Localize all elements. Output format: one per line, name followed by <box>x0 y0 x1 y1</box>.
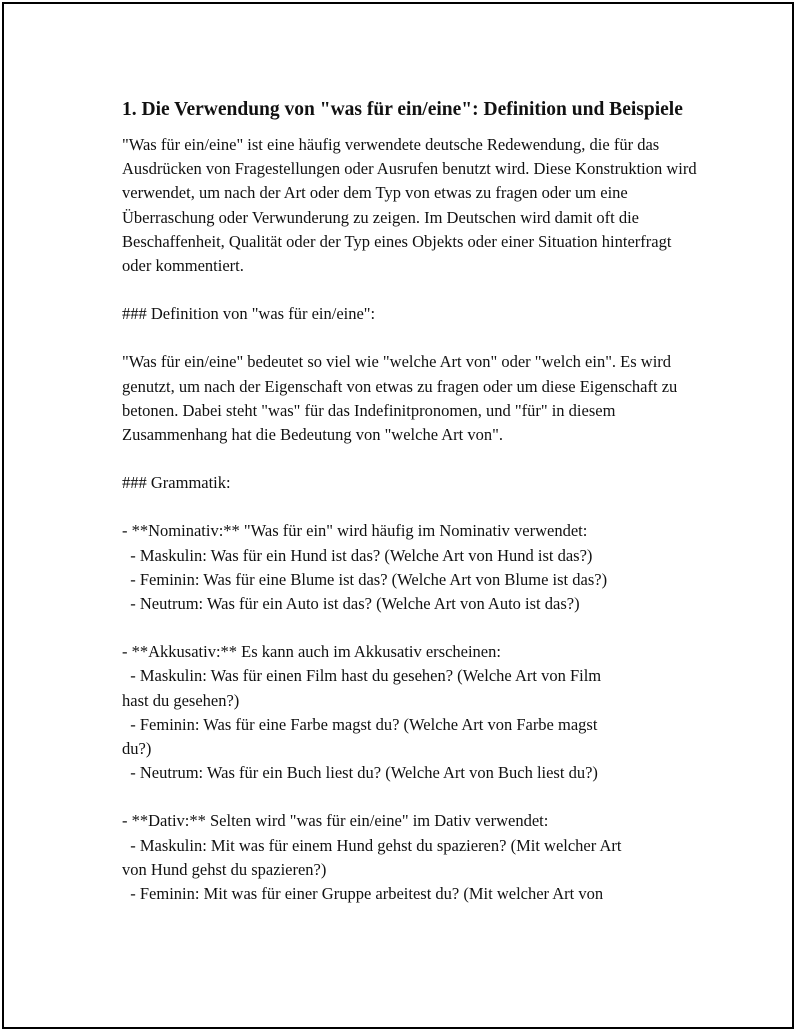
definition-paragraph: "Was für ein/eine" bedeutet so viel wie "welche Art von" oder "welch ein". Es wird genutzt, um nach der Eigenschaft von etwas zu fragen oder um diese Eigenschaft zu betonen. Dabei steht "was" für das Indefinitpronomen, und "für" in diesem Zusammenhang hat die Bedeutung von "welche Art von". <box>122 352 678 445</box>
dativ-lead: - **Dativ:** Selten wird "was für ein/eine" im Dativ verwendet: <box>122 811 549 831</box>
grammar-heading: ### Grammatik: <box>122 473 231 493</box>
dativ-section <box>122 809 702 906</box>
nominativ-lead: - **Nominativ:** "Was für ein" wird häufig im Nominativ verwendet: <box>122 521 588 541</box>
dativ-maskulin-line-1: - Maskulin: Mit was für einem Hund gehst du spazieren? (Mit welcher Art <box>122 835 622 855</box>
nominativ-feminin: - Feminin: Was für eine Blume ist das? (Welche Art von Blume ist das?) <box>122 569 608 589</box>
document-content <box>122 96 702 930</box>
akkusativ-lead: - **Akkusativ:** Es kann auch im Akkusativ erscheinen: <box>122 642 501 662</box>
document-title: 1. Die Verwendung von "was für ein/eine": Definition und Beispiele <box>122 99 683 120</box>
akkusativ-section <box>122 640 702 785</box>
intro-paragraph: "Was für ein/eine" ist eine häufig verwendete deutsche Redewendung, die für das Ausdrücken von Fragestellungen oder Ausrufen benutzt wird. Diese Konstruktion wird verwendet, um nach der Art oder dem Typ von etwas zu fragen oder um eine Überraschung oder Verwunderung zu zeigen. Im Deutschen wird damit oft die Beschaffenheit, Qualität oder der Typ eines Objekts oder einer Situation hinterfragt oder kommentiert. <box>122 135 697 276</box>
nominativ-maskulin: - Maskulin: Was für ein Hund ist das? (Welche Art von Hund ist das?) <box>122 545 593 565</box>
definition-heading: ### Definition von "was für ein/eine": <box>122 304 376 324</box>
akkusativ-maskulin-line-2: hast du gesehen?) <box>122 690 240 710</box>
akkusativ-neutrum: - Neutrum: Was für ein Buch liest du? (Welche Art von Buch liest du?) <box>122 763 598 783</box>
akkusativ-maskulin-line-1: - Maskulin: Was für einen Film hast du gesehen? (Welche Art von Film <box>122 666 602 686</box>
dativ-feminin-line-1: - Feminin: Mit was für einer Gruppe arbeitest du? (Mit welcher Art von <box>122 884 604 904</box>
akkusativ-feminin-line-2: du?) <box>122 739 152 759</box>
nominativ-section <box>122 519 702 616</box>
page-frame <box>2 2 794 1029</box>
akkusativ-feminin-line-1: - Feminin: Was für eine Farbe magst du? (Welche Art von Farbe magst <box>122 714 598 734</box>
dativ-maskulin-line-2: von Hund gehst du spazieren?) <box>122 859 327 879</box>
nominativ-neutrum: - Neutrum: Was für ein Auto ist das? (Welche Art von Auto ist das?) <box>122 594 580 614</box>
